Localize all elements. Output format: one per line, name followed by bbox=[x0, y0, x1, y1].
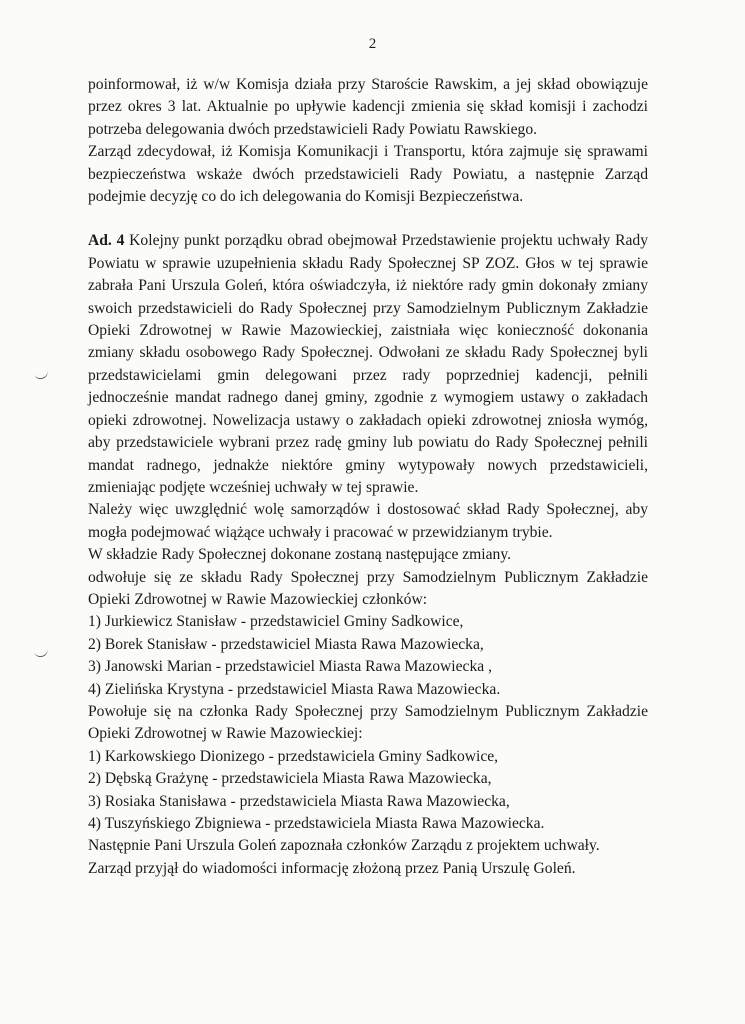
list-item: 2) Borek Stanisław - przedstawiciel Miasta Rawa Mazowiecka, bbox=[88, 635, 484, 653]
ad4-label: Ad. 4 bbox=[88, 232, 125, 250]
ad4-text: Kolejny punkt porządku obrad obejmował Przedstawienie projektu uchwały Rady Powiatu w sprawie uzupełnienia składu Rady Społecznej SP ZOZ. Głos w tej sprawie zabrała Pani Urszula Goleń, która oświadczyła, iż niektóre rady gmin dokonały zmiany swoich przedstawicieli do Rady Społecznej przy Samodzielnym Publicznym Zakładzie Opieki Zdrowotnej w Rawie Mazowieckiej, zaistniała więc konieczność dokonania zmiany składu osobowego Rady Społecznej. Odwołani ze składu Rady Społecznej byli przedstawicielami gmin delegowani przez rady poprzedniej kadencji, pełnili jednocześnie mandat radnego danej gminy, zgodnie z wymogiem ustawy o zakładach opieki zdrowotnej. Nowelizacja ustawy o zakładach opieki zdrowotnej zniosła wymóg, aby przedstawiciele wybrani przez radę gminy lub powiatu do Rady Społecznej pełnili mandat radnego, jednakże niektóre gminy wytypowały nowych przedstawicieli, zmieniając podjęte wcześniej uchwały w tej sprawie. bbox=[88, 232, 648, 496]
list-item: 2) Dębską Grażynę - przedstawiciela Miasta Rawa Mazowiecka, bbox=[88, 770, 492, 788]
list-item: 1) Karkowskiego Dionizego - przedstawiciela Gminy Sadkowice, bbox=[88, 747, 499, 765]
paragraph: poinformował, iż w/w Komisja działa przy Staroście Rawskim, a jej skład obowiązuje przez okres 3 lat. Aktualnie po upływie kadencji zmienia się skład komisji i zachodzi potrzeba delegowania dwóch przedstawicieli Rady Powiatu Rawskiego. bbox=[88, 76, 648, 138]
list-item: 3) Janowski Marian - przedstawiciel Miasta Rawa Mazowiecka , bbox=[88, 658, 492, 676]
recall-intro: odwołuje się ze składu Rady Społecznej przy Samodzielnym Publicznym Zakładzie Opieki Zdrowotnej w Rawie Mazowieckiej członków: bbox=[88, 568, 648, 608]
paragraph-gap bbox=[88, 208, 648, 230]
margin-mark bbox=[33, 644, 49, 658]
page-number: 2 bbox=[368, 36, 377, 52]
margin-mark bbox=[33, 366, 49, 380]
list-item: 1) Jurkiewicz Stanisław - przedstawiciel Gminy Sadkowice, bbox=[88, 613, 464, 631]
paragraph: W składzie Rady Społecznej dokonane zostaną następujące zmiany. bbox=[88, 546, 512, 564]
appoint-intro: Powołuje się na członka Rady Społecznej przy Samodzielnym Publicznym Zakładzie Opieki Zdrowotnej w Rawie Mazowieckiej: bbox=[88, 702, 648, 743]
paragraph: Zarząd przyjął do wiadomości informację złożoną przez Panią Urszulę Goleń. bbox=[88, 859, 576, 877]
list-item: 4) Tuszyńskiego Zbigniewa - przedstawiciela Miasta Rawa Mazowiecka. bbox=[88, 815, 545, 832]
list-item: 3) Rosiaka Stanisława - przedstawiciela Miasta Rawa Mazowiecka, bbox=[88, 792, 510, 810]
ad4-paragraph bbox=[88, 230, 648, 499]
appoint-list bbox=[88, 746, 648, 836]
recall-list bbox=[88, 611, 648, 701]
document-body bbox=[88, 74, 648, 880]
list-item: 4) Zielińska Krystyna - przedstawiciel Miasta Rawa Mazowiecka. bbox=[88, 680, 501, 698]
paragraph: Należy więc uwzględnić wolę samorządów i dostosować skład Rady Społecznej, aby mogła podejmować wiążące uchwały i pracować w przewidzianym trybie. bbox=[88, 501, 648, 541]
paragraph: Zarząd zdecydował, iż Komisja Komunikacji i Transportu, która zajmuje się sprawami bezpieczeństwa wskaże dwóch przedstawicieli Rady Powiatu, a następnie Zarząd podejmie decyzję co do ich delegowania do Komisji Bezpieczeństwa. bbox=[88, 143, 648, 206]
paragraph: Następnie Pani Urszula Goleń zapoznała członków Zarządu z projektem uchwały. bbox=[88, 837, 600, 855]
